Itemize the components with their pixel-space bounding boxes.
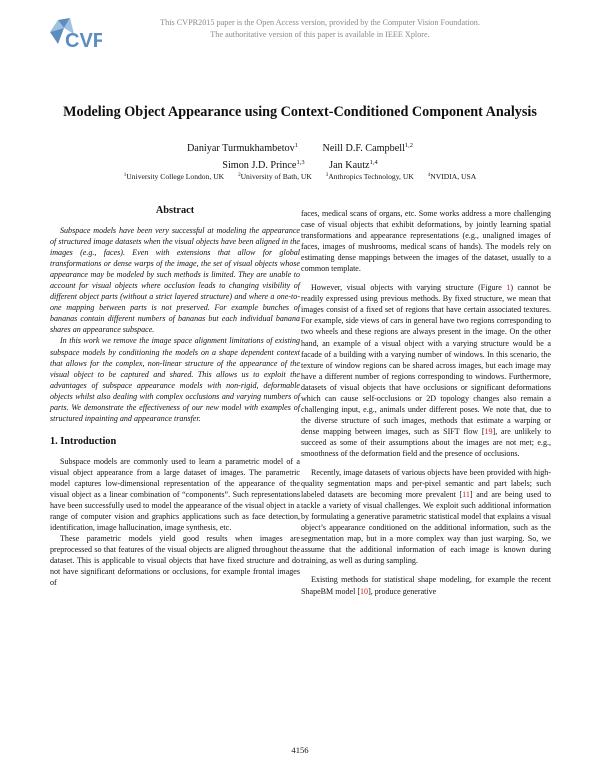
figure-1-link[interactable]: 1 [506,283,511,293]
right-paragraph-shape-modeling: Existing methods for statistical shape modeling, for example the recent ShapeBM model [10], produce generative [301,575,551,596]
paper-title: Modeling Object Appearance using Context-Conditioned Component Analysis [63,104,537,120]
author-row-1 [0,139,600,156]
author-1: Daniyar Turmukhambetov$^1$ [186,142,298,154]
notice-line-1: This CVPR2015 paper is the Open Access version, provided by the Computer Vision Foundation. [160,18,480,27]
abstract-paragraph-1: Subspace models have been very successful at modeling the appearance of structured image datasets when the visual objects have been aligned in the images (e.g., faces). Even with extensions that allow for global transformations or dense warps of the image, the set of visual objects whose appearance may be modeled by such methods is limited. They are unable to account for visual objects where occlusion leads to changing visibility of different object parts (without a strict layered structure) and where a one-to-one mapping between parts is not preserved. For example bunches of bananas contain different numbers of bananas but each individual banana shares an appearance subspace. [50,226,300,335]
cvf-logo-text: CVF [65,30,102,52]
right-column [301,208,551,597]
open-access-notice [0,17,600,40]
citation-10-link[interactable]: 10 [360,586,369,596]
right-paragraph-varying-structure: However, visual objects with varying structure (Figure 1) cannot be readily expressed using previous methods. By fixed structure, we mean that images consist of a fixed set of regions that have certain associated textures. For example, side views of cars in general have two regions corresponding to two wheels and these regions are always present in the image. On the other hand, an example of a visual object with a varying structure would be a facade of a building with a varying number of windows. In this scenario, the texture of window regions can be shared across images, but each image may have a different number of regions corresponding to windows. Furthermore, datasets of visual objects that have occlusions or significant deformations which can cause self-occlusions or 2D topology changes also remain a challenging input, e.g., animals under different poses. We note that, due to the diverse structure of such images, methods that estimate a warping or dense mapping between images, such as SIFT flow [19], are unlikely to succeed as some of their assumptions about the images are not met; e.g., smoothness of the deformation field and the presence of occlusions. [301,283,551,458]
citation-19-link[interactable]: 19 [484,426,493,436]
author-list [0,139,600,173]
intro-paragraph-2: These parametric models yield good results when images are preprocessed so that features of the visual objects are aligned throughout the dataset. This is applicable to visual objects that have fixed structure and do not have significant deformations or occlusions, for example frontal images of [50,534,300,588]
affiliation-3: $^3$Anthropics Technology, UK [325,172,414,181]
intro-paragraph-1: Subspace models are commonly used to learn a parametric model of a visual object appearance from a large dataset of images. The parametric model captures low-dimensional representation of the appearance of the visual object as a linear combination of “components”. Such representations have been successfully used to model the appearance of the visual object in a range of computer vision and graphics applications such as face detection, identification, image hallucination, image synthesis, etc. [50,456,300,533]
abstract-body [50,225,300,424]
author-4: Jan Kautz$^{1,4}$ [329,159,378,171]
author-3: Simon J.D. Prince$^{1,3}$ [222,159,305,171]
abstract-paragraph-2: In this work we remove the image space alignment limitations of existing subspace models by conditioning the models on a shape dependent context that allows for the complex, non-linear structure of the appearance of the visual object to be captured and shared. This allows us to exploit the advantages of subspace appearance models with non-rigid, deformable objects whilst also dealing with complex occlusions and varying numbers of parts. We demonstrate the effectiveness of our new model with examples of structured inpainting and appearance transfer. [50,336,300,423]
notice-line-2: The authoritative version of this paper is available in IEEE Xplore. [210,29,430,39]
introduction-heading: 1. Introduction [50,435,117,447]
right-paragraph-continued: faces, medical scans of organs, etc. Some works address a more challenging case of visual objects that exhibit deformations, by jointly learning spatial transformations and appearance representations (e.g., unaligned images of faces, images of mushrooms, medical scans of hands). The models rely on estimating dense mappings between the images of the dataset, usually to a common template. [301,209,551,274]
citation-11-link[interactable]: 11 [462,490,470,500]
affiliation-2: $^2$University of Bath, UK [238,172,312,181]
abstract-heading: Abstract [155,205,195,216]
author-2: Neill D.F. Campbell$^{1,2}$ [322,142,414,154]
affiliation-list [0,171,600,182]
left-column [50,205,300,588]
affiliation-1: $^1$University College London, UK [123,172,225,181]
page-number: 4156 [291,745,309,755]
right-paragraph-labeled-datasets: Recently, image datasets of various objects have been provided with high-quality segmentation maps and per-pixel semantic and part labels; such labeled datasets are becoming more prevalent [11] and are being used to tackle a variety of visual challenges. We exploit such additional information by formulating a generative parametric statistical model that explains a visual object’s appearance conditioned on the additional information, such as the segmentation map, but in a more complex way than just warping. So, we assume that the additional information of each image is known during training, as well as during sampling. [301,468,551,566]
affiliation-4: $^4$NVIDIA, USA [427,172,477,181]
